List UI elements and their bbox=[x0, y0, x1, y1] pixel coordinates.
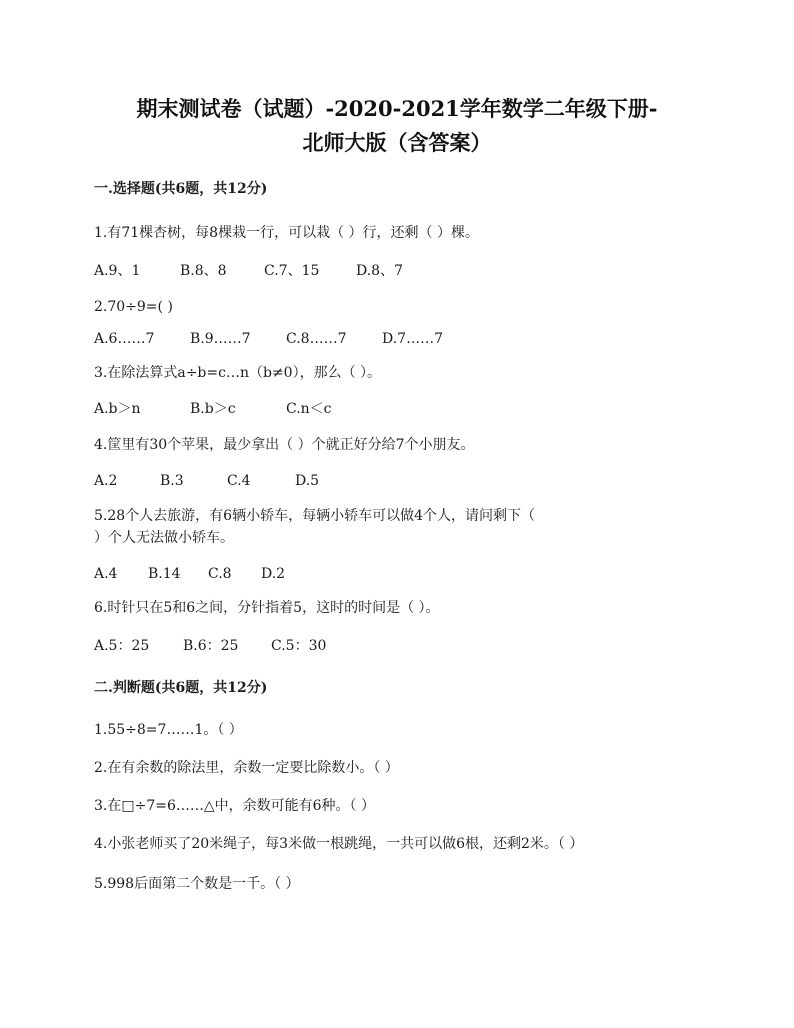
option-a: A.5：25 bbox=[94, 638, 150, 654]
section-heading-judgement: 二.判断题(共6题，共12分) bbox=[94, 680, 268, 696]
option-c: C.8 bbox=[208, 566, 232, 582]
option-b: B.b＞c bbox=[190, 401, 236, 417]
option-c: C.5：30 bbox=[271, 638, 327, 654]
judgement-3-text: 3.在□÷7=6……△中，余数可能有6种。（ ） bbox=[94, 798, 375, 814]
option-a: A.4 bbox=[94, 566, 118, 582]
question-4-text: 4.筐里有30个苹果，最少拿出（ ）个就正好分给7个小朋友。 bbox=[94, 437, 475, 453]
page-title-line1: 期末测试卷（试题）-2020-2021学年数学二年级下册- bbox=[136, 96, 658, 121]
question-2-text: 2.70÷9=( ) bbox=[94, 299, 173, 315]
option-c: C.8……7 bbox=[286, 331, 347, 347]
question-6-options bbox=[94, 636, 326, 656]
question-1-options bbox=[94, 261, 403, 281]
option-a: A.6……7 bbox=[94, 331, 155, 347]
question-1-text: 1.有71棵杏树，每8棵栽一行，可以栽（ ）行，还剩（ ）棵。 bbox=[94, 225, 479, 241]
option-a: A.b＞n bbox=[94, 401, 141, 417]
option-b: B.8、8 bbox=[180, 263, 227, 279]
judgement-5-text: 5.998后面第二个数是一千。（ ） bbox=[94, 876, 300, 892]
question-6-text: 6.时针只在5和6之间，分针指着5，这时的时间是（ ）。 bbox=[94, 600, 440, 616]
question-5-options bbox=[94, 564, 285, 584]
option-b: B.9……7 bbox=[190, 331, 251, 347]
judgement-4-text: 4.小张老师买了20米绳子，每3米做一根跳绳，一共可以做6根，还剩2米。（ ） bbox=[94, 836, 584, 852]
option-c: C.4 bbox=[227, 473, 251, 489]
option-d: D.7……7 bbox=[382, 331, 443, 347]
option-d: D.5 bbox=[295, 473, 320, 489]
option-d: D.8、7 bbox=[356, 263, 403, 279]
option-c: C.7、15 bbox=[264, 263, 320, 279]
question-3-text: 3.在除法算式a÷b=c…n（b≠0），那么（ ）。 bbox=[94, 365, 382, 381]
judgement-2-text: 2.在有余数的除法里，余数一定要比除数小。（ ） bbox=[94, 760, 399, 776]
option-c: C.n＜c bbox=[286, 401, 332, 417]
question-4-options bbox=[94, 471, 319, 491]
question-5-text-line1: 5.28个人去旅游，有6辆小轿车，每辆小轿车可以做4个人，请问剩下（ bbox=[94, 508, 535, 524]
judgement-1-text: 1.55÷8=7……1。（ ） bbox=[94, 722, 243, 738]
option-b: B.3 bbox=[160, 473, 184, 489]
option-a: A.9、1 bbox=[94, 263, 141, 279]
section-heading-choice: 一.选择题(共6题，共12分) bbox=[94, 181, 268, 197]
question-5-text-line2: ）个人无法做小轿车。 bbox=[94, 530, 234, 546]
page-title-line2: 北师大版（含答案） bbox=[302, 130, 492, 155]
option-b: B.6：25 bbox=[183, 638, 239, 654]
option-a: A.2 bbox=[94, 473, 118, 489]
question-2-options bbox=[94, 329, 443, 349]
option-b: B.14 bbox=[148, 566, 181, 582]
question-3-options bbox=[94, 399, 332, 419]
option-d: D.2 bbox=[261, 566, 286, 582]
